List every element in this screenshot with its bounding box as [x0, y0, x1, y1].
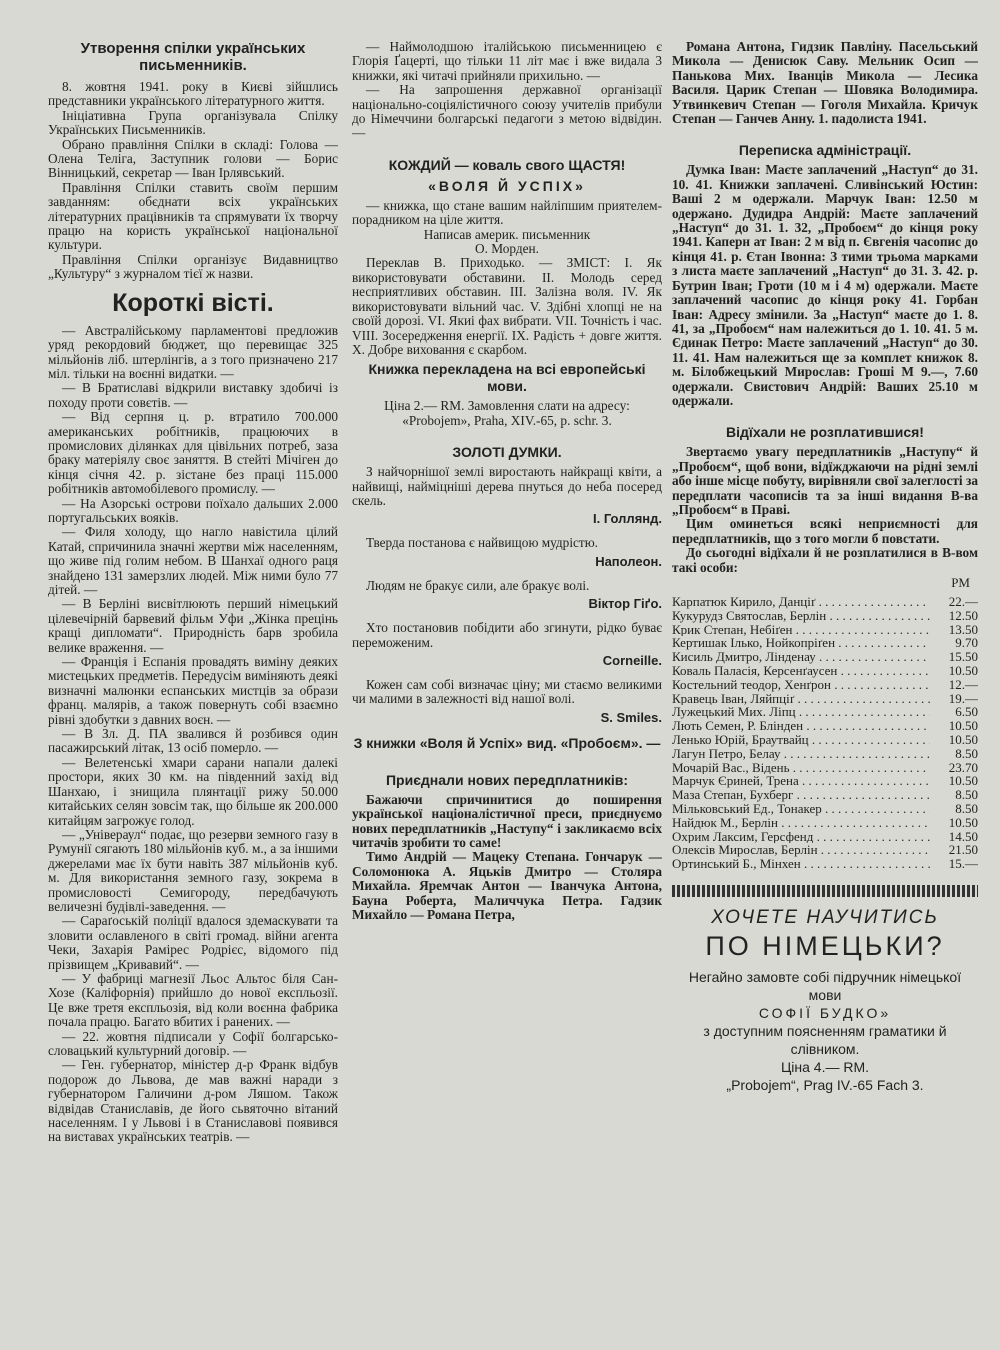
- news-item: — Від серпня ц. р. втратило 700.000 американських робітників, працюючих в промислових ділянках для цівільних потреб, заза браку матеріялу своє заняття. В стейті Мічіген до кінця січня 42. р. зістане без праці 115.000 робітників автомобілевого промислу. —: [48, 409, 338, 497]
- list-item: Найдюк М., Берлін . . . 10.50: [672, 816, 978, 830]
- list-item: Олексів Мирослав, Берлін . . . 21.50: [672, 843, 978, 857]
- currency-label: РМ: [951, 575, 970, 590]
- news-item: — Сараґоській поліції вдалося здемаскувати та зловити ославленого в світі громад. війни агента Чеки, Захарія Рамірес Родрієс, відомого під прізвищем „Кривавий“. —: [48, 913, 338, 972]
- quote-author: S. Smiles.: [600, 709, 662, 725]
- news-item: — Франція і Еспанія провадять виміну деяких мистецьких предметів. Передусім виміняють деякі визначні малюнки еспанських мистців за образи франц. малярів, а також повернуть собі взаємно рівні здобутки з давних воєн. —: [48, 654, 338, 727]
- list-item: Лужецький Мих. Ліпц . . . 6.50: [672, 705, 978, 719]
- news-item: — В Берліні висвітлюють перший німецький цілевечірній барвевий фільм Уфи „Жінка прецінь кращі дипломати“. Природність барв зробила велике враження. —: [48, 596, 338, 655]
- list-item: Марчук Єриней, Трена . . . 10.50: [672, 774, 978, 788]
- subscribers-continued: Романа Антона, Гидзик Павліну. Пасельський Микола — Денисюк Саву. Мельник Осип — Панькова Мих. Іванців Микола — Лесика Василя. Царик Степан — Шовяка Володимира. Утвинкевич Степан — Гоголя Михайла. Кричук Степан — Ганчев Анну. 1. падолиста 1941.: [672, 40, 978, 127]
- list-item: Лагун Петро, Белау . . . 8.50: [672, 747, 978, 761]
- list-item: Кисиль Дмитро, Лінденау . . . 15.50: [672, 650, 978, 664]
- admin-correspondence-title: Переписка адміністрації.: [738, 142, 912, 159]
- book-title: «ВОЛЯ Й УСПІХ»: [428, 177, 586, 194]
- quote-author: І. Голлянд.: [593, 511, 662, 527]
- list-item: Кравець Іван, Ляйпціґ . . . 19.—: [672, 692, 978, 706]
- column-left: [48, 40, 338, 1310]
- news-item: — Филя холоду, що нагло навістила цілий Катай, спричинила значні жертви між населенням, що живе під голим небом. В Шанхаї одного раця знайдено 131 замерзлих людей. Між ними було 77 дітей. —: [48, 524, 338, 597]
- teachers-note: — На запрошення державної організації національно-соціялістичного союзу учителів прибули до Німеччини болгарські педагоги з метою відвідин. —: [352, 82, 662, 141]
- unpaid-title: Відїхали не розплатившися!: [726, 424, 924, 441]
- news-item: — „Універаул“ подає, що резерви земного газу в Румунії сягають 180 мільйонів куб. м., а за іншими джерелами має їх бути навіть 387 мільйонів куб. м. Для використання земного газу, зокрема в промисловості Семигороду, передбачують величезні будівлі-заведення. —: [48, 826, 338, 914]
- news-item: — В Зл. Д. ПА звалився й розбився один пасажирський літак, 13 осіб померло. —: [48, 726, 338, 756]
- new-subscribers-intro: Бажаючи спричинитися до поширення української націоналістичної преси, приєднуємо нових передплатників „Наступу“ і закликаємо всіх читачів зробити то саме!: [352, 791, 662, 850]
- list-item: Мочарій Вас., Відень . . . 23.70: [672, 761, 978, 775]
- book-contents: Переклав В. Приходько. — ЗМІСТ: І. Як використовувати обставини. II. Молодь серед несприятливих обставин. III. Залізна воля. IV. Як використовувати вільний час. V. Здібні хлопці не на своїй дорозі. VI. Якиі фах вибрати. VII. Точність і час. VIII. Зосередження енергії. IX. Радість + довге життя. X. Добре виховання є скарбом.: [352, 255, 662, 357]
- list-item: Мільковський Ед., Тонакер . . . 8.50: [672, 802, 978, 816]
- quote-text: Тверда постанова є найвищою мудрістю.: [366, 535, 599, 551]
- german-ad-line4: СОФІЇ БУДКО»: [758, 1004, 892, 1021]
- news-title: Короткі вісті.: [112, 288, 274, 317]
- union-p3: Обрано правління Спілки в складі: Голова — Олена Теліга, Заступник голови — Борис Вінницький, секретар — Іван Ірлявський.: [48, 136, 338, 181]
- admin-correspondence-text: Думка Іван: Маєте заплачений „Наступ“ до 31. 10. 41. Книжки заплачені. Сливінський Юстин: Ваші 2 м одержали. Марчук Іван: 12.50 м одержано. Дудидра Андрій: Маєте заплачений „Наступ“ до 31. 1. 32, „Пробоєм“ до кінця року 1941. Каперн ат Іван: 2 м від п. Євгенія часопис до кінця 41. р. Єтан Івонна: З тими трьома марками з листа маєте заплачений „Наступ“ до 31. 3. 42. р. Бутрин Іван; Гроти (10 м і 4 м) одержали. Маєте заплачений часопис до кінця року 41. Горбан Іван: Адресу змінили. За „Наступ“ маєте до 1. 8. 41, за „Пробоєм“ нам належиться до 1. 10. 41. 5 м. Єдинак Петро: Маєте заплачений „Наступ“ до 30. 11. 41. Нам належиться ще за комплет книжок 8. м. Білобжецький Мирослав: Гроші М 9.—, 7.60 одержали. Свистович Андрій: Ваших 25.10 м одержали.: [672, 162, 978, 408]
- german-ad-line2: ПО НІМЕЦЬКИ?: [705, 930, 945, 961]
- union-p4: Правління Спілки ставить своїм першим завданням: обєднати всіх українських літературних працівників та спрямувати їх творчу працю на користь української національної культури.: [48, 179, 338, 253]
- news-item: — Велетенські хмари сарани напали далекі простори, яких 30 км. на південний захід від Шанхаю, і знищила плянтації рижу 50.000 китайських селян зовсім так, що більше як 200.000 китайцям загрожує голод.: [48, 754, 338, 828]
- list-item: Коваль Паласія, Керсенґаусен . . . 10.50: [672, 664, 978, 678]
- column-right: [672, 40, 978, 1310]
- union-p5: Правління Спілки організує Видавництво „Культуру“ з журналом тієї ж назви.: [48, 251, 338, 282]
- book-author-name: О. Морден.: [475, 241, 539, 257]
- list-item: Кертишак Ілько, Нойкопріґен . . . 9.70: [672, 636, 978, 650]
- news-item: — Австралійському парламентові предложив уряд рекордовий бюджет, що перевищає 325 мільйонів ліб. штерлінгів, а з того призначено 217 міл. тільки на воєнні видатки. —: [48, 322, 338, 381]
- new-subscribers-title: Приєднали нових передплатників:: [385, 771, 629, 788]
- quote-author: Наполеон.: [595, 553, 662, 569]
- quote-text: З найчорнішої землі виростають найкращі квіти, а найвищі, найміцніші дерева пнуться до неба посеред скель.: [352, 464, 662, 508]
- quote-text: Людям не бракує сили, але бракує волі.: [366, 577, 590, 593]
- writer-note: — Наймолодшою італійською письменницею є Глорія Ґацерті, що тільки 11 літ має і вже видала 3 книжки, які читачі прийняли прихильно. —: [352, 40, 662, 83]
- quote-text: Кожен сам собі визначає ціну; ми стаємо великими чи малими в залежності від нашої волі.: [352, 676, 662, 707]
- list-item: Крик Степан, Небіґен . . . 13.50: [672, 623, 978, 637]
- book-address: «Probojem», Praha, XIV.-65, p. schr. 3.: [402, 412, 612, 428]
- list-item: Маза Степан, Бухберг . . . 8.50: [672, 788, 978, 802]
- ad-divider: [672, 885, 978, 897]
- german-ad-price: Ціна 4.— RM.: [780, 1058, 870, 1075]
- book-price: Ціна 2.— RM. Замовлення слати на адресу:: [384, 398, 630, 414]
- list-item: Лють Семен, Р. Бліндeн . . . 10.50: [672, 719, 978, 733]
- list-item: Кукурудз Святослав, Берлін . . . 12.50: [672, 609, 978, 623]
- unpaid-p3: До сьогодні відїхали й не розплатилися в В-вом такі особи:: [672, 545, 978, 575]
- book-translated: Книжка перекладена на всі европейські мови.: [368, 361, 646, 395]
- news-item: — Ген. губернатор, міністер д-р Франк відбув подорож до Львова, де мав важні наради з губернатором Галичини д-ром Ляшом. Також відвідав Станиславів, де його сьвяточно вітаний населенням. І у Львові і в Станиславові появився на виставах українських театрів. —: [48, 1057, 338, 1145]
- news-item: — 22. жовтня підписали у Софії болгарсько-словацький культурний договір. —: [48, 1028, 338, 1058]
- german-ad-line5: з доступним поясненням граматики й слівником.: [703, 1022, 947, 1057]
- book-description: — книжка, що стане вашим найліпшим приятелем-порадником на ціле життя.: [352, 197, 662, 228]
- new-subscribers-list: Тимо Андрій — Мацеку Степана. Гончарук — Соломонюка А. Яцьків Дмитро — Столяра Михайла. Яремчак Антон — Іванчука Антона, Бауна Роберта, Маличчука Петра. Гадзик Михайло — Романа Петра,: [352, 849, 662, 923]
- quotes-source: З книжки «Воля й Успіх» вид. «Пробоєм». —: [353, 734, 661, 751]
- list-item: Охрим Лаксим, Герсфенд . . . 14.50: [672, 830, 978, 844]
- quote-text: Хто постановив побідити або згинути, рідко буває переможеним.: [352, 620, 662, 650]
- unpaid-p1: Звертаємо увагу передплатників „Наступу“ й „Пробоєм“, щоб вони, відїжджаючи на рідні землі або інше місце побуту, вирівняли свої залеглості за передплати часописів та за інші видання В-ва „Пробоєм“ в Праві.: [672, 444, 978, 517]
- column-middle: [352, 40, 662, 1310]
- union-p2: Ініціативна Група організувала Спілку Українських Письменників.: [48, 107, 338, 138]
- book-ad-headline: КОЖДИЙ — коваль свого ЩАСТЯ!: [388, 156, 626, 173]
- book-author-label: Написав америк. письменник: [423, 226, 591, 242]
- debtor-list: [672, 595, 978, 871]
- german-ad-line1: ХОЧЕТЕ НАУЧИТИСЬ: [711, 906, 939, 928]
- union-title: Утворення спілки українських письменників.: [80, 40, 306, 74]
- quote-author: Віктор Гіґо.: [588, 596, 662, 612]
- news-item: — На Азорські острови поїхало дальших 2.000 португальських вояків.: [48, 495, 338, 525]
- german-ad-address: „Probojem“, Prag IV.-65 Fach 3.: [726, 1076, 924, 1093]
- list-item: Ленько Юрій, Браутвайц . . . 10.50: [672, 733, 978, 747]
- quote-author: Corneille.: [602, 652, 662, 668]
- german-ad-line3: Негайно замовте собі підручник німецької мови: [688, 968, 962, 1003]
- unpaid-p2: Цим оминеться всякі неприємності для передплатників, що з того могли б повстати.: [672, 516, 978, 546]
- list-item: Карпатюк Кирило, Данціґ . . . 22.—: [672, 595, 978, 609]
- golden-thoughts-title: ЗОЛОТІ ДУМКИ.: [452, 444, 562, 461]
- list-item: Костельний теодор, Хенґрон . . . 12.—: [672, 678, 978, 692]
- list-item: Ортинський Б., Мінхен . . . 15.—: [672, 857, 978, 871]
- union-p1: 8. жовтня 1941. року в Києві зійшлись представники українського літературного життя.: [48, 79, 338, 109]
- news-item: — У фабриці магнезії Льос Альтос біля Сан-Хозе (Каліфорнія) прийшло до нової експльозії. Це вже третя експльозія, від коли воєнна фабрика почала працю. Багато вбитих і ранених. —: [48, 970, 338, 1030]
- news-item: — В Братиславі відкрили виставку здобичі із походу проти совєтів. —: [48, 380, 338, 410]
